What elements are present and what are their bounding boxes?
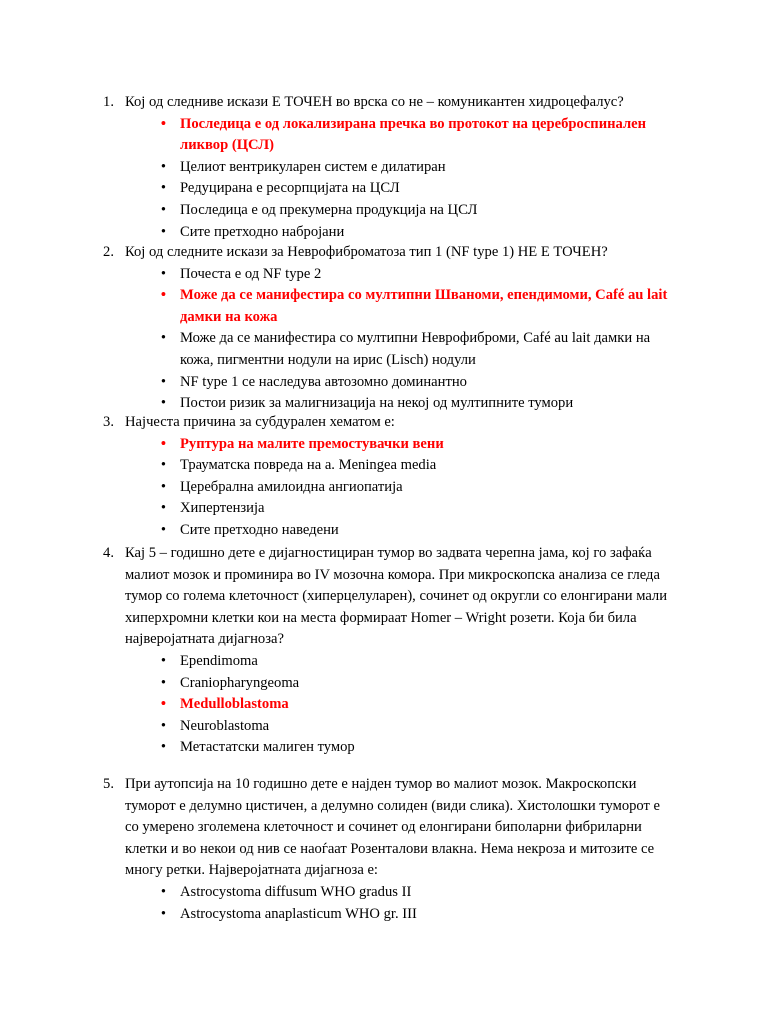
answer-text: Сите претходно наведени <box>180 521 339 538</box>
answer-text: Neuroblastoma <box>180 717 270 734</box>
answer-text: Редуцирана е ресорпцијата на ЦСЛ <box>180 180 400 197</box>
bullet-icon: • <box>160 457 166 474</box>
bullet-icon: • <box>160 201 166 218</box>
bullet-icon: • <box>160 373 166 390</box>
bullet-icon: • <box>160 395 166 412</box>
answer-option <box>0 178 670 200</box>
answer-option <box>0 328 670 371</box>
bullet-icon: • <box>160 905 166 922</box>
answer-text: Craniopharyngeoma <box>180 674 300 691</box>
answer-text: Astrocystoma anaplasticum WHO gr. III <box>180 905 417 922</box>
answer-option <box>0 651 670 673</box>
bullet-icon: • <box>160 521 166 538</box>
question-5 <box>0 774 670 925</box>
answer-list <box>0 882 670 925</box>
answer-option <box>0 520 670 542</box>
answer-text: Сите претходно набројани <box>180 223 345 240</box>
answer-option <box>0 694 670 716</box>
answer-text: Постои ризик за малигнизација на некој од мултипните тумори <box>180 395 574 412</box>
answer-text: Astrocystoma diffusum WHO gradus II <box>180 883 412 900</box>
question-3 <box>0 412 670 542</box>
question-text: Кој од следните искази за Неврофиброматоза тип 1 (NF type 1) НЕ Е ТОЧЕН? <box>125 244 608 260</box>
answer-option <box>0 716 670 738</box>
bullet-icon: • <box>160 287 166 304</box>
answer-option <box>0 673 670 695</box>
answer-text: Руптура на малите премостувачки вени <box>180 435 444 452</box>
answer-text: Последица е од локализирана пречка во протокот на цереброспинален ликвор (ЦСЛ) <box>180 115 647 154</box>
answer-option <box>0 114 670 157</box>
question-number: 2. <box>103 244 114 260</box>
answer-text: Целиот вентрикуларен систем е дилатиран <box>180 158 446 175</box>
bullet-icon: • <box>160 739 166 756</box>
answer-text: Трауматска повреда на a. Meningea media <box>180 457 437 474</box>
answer-text: Почеста е од NF type 2 <box>180 265 322 282</box>
question-text: При аутопсија на 10 годишно дете е најден тумор во малиот мозок. Макроскопски туморот е делумно цистичен, а делумно солиден (види слика). Хистолошки туморот е со умерено зголемена клеточност и сочинет од елонгирани биполарни фибриларни клетки и во некои од нив се наоѓаат Розенталови влакна. Нема некроза и митозите се многу ретки. Најверојатната дијагноза е: <box>125 776 661 879</box>
bullet-icon: • <box>160 652 166 669</box>
answer-option <box>0 904 670 926</box>
answer-text: Може да се манифестира со мултипни Неврофиброми, Café au lait дамки на кожа, пигментни нодули на ирис (Lisch) нодули <box>180 330 651 368</box>
answer-text: Може да се манифестира со мултипни Шваноми, епендимоми, Café au lait дамки на кожа <box>180 287 668 325</box>
bullet-icon: • <box>160 500 166 517</box>
answer-option <box>0 285 670 328</box>
answer-option <box>0 264 670 286</box>
answer-text: Хипертензија <box>180 500 265 517</box>
answer-option <box>0 455 670 477</box>
bullet-icon: • <box>160 330 166 347</box>
answer-text: Метастатски малиген тумор <box>180 739 355 756</box>
answer-option <box>0 737 670 759</box>
question-text: Најчеста причина за субдурален хематом е: <box>125 414 395 430</box>
answer-text: Церебрална амилоидна ангиопатија <box>180 478 403 495</box>
answer-text: Последица е од прекумерна продукција на ЦСЛ <box>180 201 478 218</box>
bullet-icon: • <box>160 435 166 452</box>
bullet-icon: • <box>160 115 166 132</box>
answer-option <box>0 372 670 394</box>
question-text: Кој од следниве искази Е ТОЧЕН во врска со не – комуникантен хидроцефалус? <box>125 94 624 110</box>
answer-text: Medulloblastoma <box>180 696 289 713</box>
question-2 <box>0 242 670 415</box>
question-number: 1. <box>103 94 114 110</box>
bullet-icon: • <box>160 265 166 282</box>
answer-option <box>0 882 670 904</box>
answer-option <box>0 200 670 222</box>
answer-option <box>0 434 670 456</box>
answer-list <box>0 651 670 759</box>
question-1 <box>0 92 670 243</box>
answer-text: NF type 1 се наследува автозомно доминантно <box>180 373 467 390</box>
bullet-icon: • <box>160 223 166 240</box>
answer-list <box>0 434 670 542</box>
question-number: 5. <box>103 776 114 792</box>
bullet-icon: • <box>160 478 166 495</box>
answer-option <box>0 157 670 179</box>
bullet-icon: • <box>160 883 166 900</box>
question-number: 3. <box>103 414 114 430</box>
answer-text: Ependimoma <box>180 652 258 669</box>
question-4 <box>0 543 670 759</box>
answer-option <box>0 222 670 244</box>
answer-option <box>0 498 670 520</box>
bullet-icon: • <box>160 180 166 197</box>
question-number: 4. <box>103 545 114 561</box>
bullet-icon: • <box>160 696 166 713</box>
bullet-icon: • <box>160 717 166 734</box>
bullet-icon: • <box>160 674 166 691</box>
answer-option <box>0 477 670 499</box>
answer-list <box>0 114 670 244</box>
answer-list <box>0 264 670 415</box>
question-text: Кај 5 – годишно дете е дијагностициран тумор во задвата черепна јама, кој го зафаќа малиот мозок и проминира во IV мозочна комора. При микроскопска анализа се гледа тумор со голема клеточност (хиперцелуларен), сочинет од округли со елонгирани мали хиперхромни клетки кои на места формираат Homer – Wright розети. Која би била најверојатната дијагноза? <box>125 545 668 648</box>
bullet-icon: • <box>160 158 166 175</box>
